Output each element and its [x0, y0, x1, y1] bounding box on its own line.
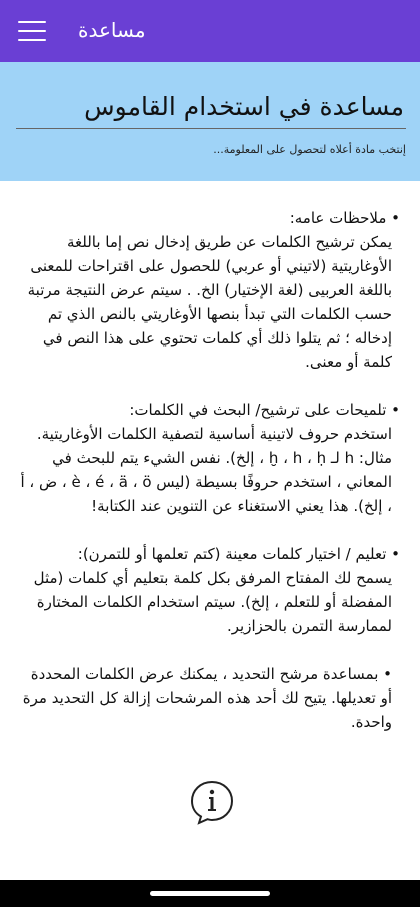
app-title: مساعدة — [78, 18, 146, 42]
app-bar — [0, 0, 420, 62]
section-body: • بمساعدة مرشح التحديد ، يمكنك عرض الكلمات المحددة أو تعديلها. يتيح لك أحد هذه المرشحات إزالة كل التحديد مرة واحدة. — [22, 665, 392, 731]
hamburger-menu-icon[interactable] — [18, 18, 46, 44]
menu-line — [18, 21, 46, 23]
section-body: يمكن ترشيح الكلمات عن طريق إدخال نص إما باللغة الأوغاريتية (لاتيني أو عربي) للحصول على اقتراحات للمعنى باللغة العربيى (لغة الإختيار) الخ. . سيتم عرض النتيجة مرتبة حسب الكلمات التي تبدأ بنصها الأوغاريتي بالنص الذي تم إدخاله ؛ ثم يتلوا ذلك أي كلمات تحتوي على هذا النص في كلمة أو معنى. — [27, 233, 392, 371]
menu-line — [18, 30, 46, 32]
section-heading: • ملاحظات عامه: — [289, 209, 400, 227]
page-title: مساعدة في استخدام القاموس — [84, 92, 404, 121]
help-content — [18, 206, 400, 758]
system-navigation-bar — [0, 880, 420, 907]
section-heading: • تلميحات على ترشيح/ البحث في الكلمات: — [129, 401, 400, 419]
title-divider — [16, 128, 406, 129]
home-indicator-bar[interactable] — [150, 891, 270, 896]
info-icon-graphic — [188, 778, 236, 826]
section-body: يسمح لك المفتاح المرفق بكل كلمة بتعليم أي كلمات (مثل المفضلة أو للتعلم ، إلخ). سيتم استخدام الكلمات المختارة لممارسة التمرن بالحزازير. — [33, 569, 392, 635]
section-filter-tips — [18, 398, 400, 518]
help-header-panel — [0, 62, 420, 181]
menu-line — [18, 39, 46, 41]
section-general-notes — [18, 206, 400, 374]
section-selection-filter — [18, 662, 400, 734]
section-marking-words — [18, 542, 400, 638]
hint-text: إنتخب مادة أعلاه لتحصول على المعلومة... — [213, 143, 406, 156]
section-body: استخدم حروف لاتينية أساسية لتصفية الكلمات الأوغاريتية. مثال: h لـ ḫ ، h ، ḥ ، إلخ). نفس الشيء يتم للبحث في المعاني ، استخدم حروفًا بسيطة (ليس è ، é ، ä ، ö ، ض ، أ ، إلخ). هذا يعني الاستغناء عن التنوين عند الكتابة! — [20, 425, 392, 515]
section-heading: • تعليم / اختيار كلمات معينة (كتم تعلمها أو للتمرن): — [77, 545, 400, 563]
info-speech-bubble-icon[interactable] — [188, 778, 236, 826]
